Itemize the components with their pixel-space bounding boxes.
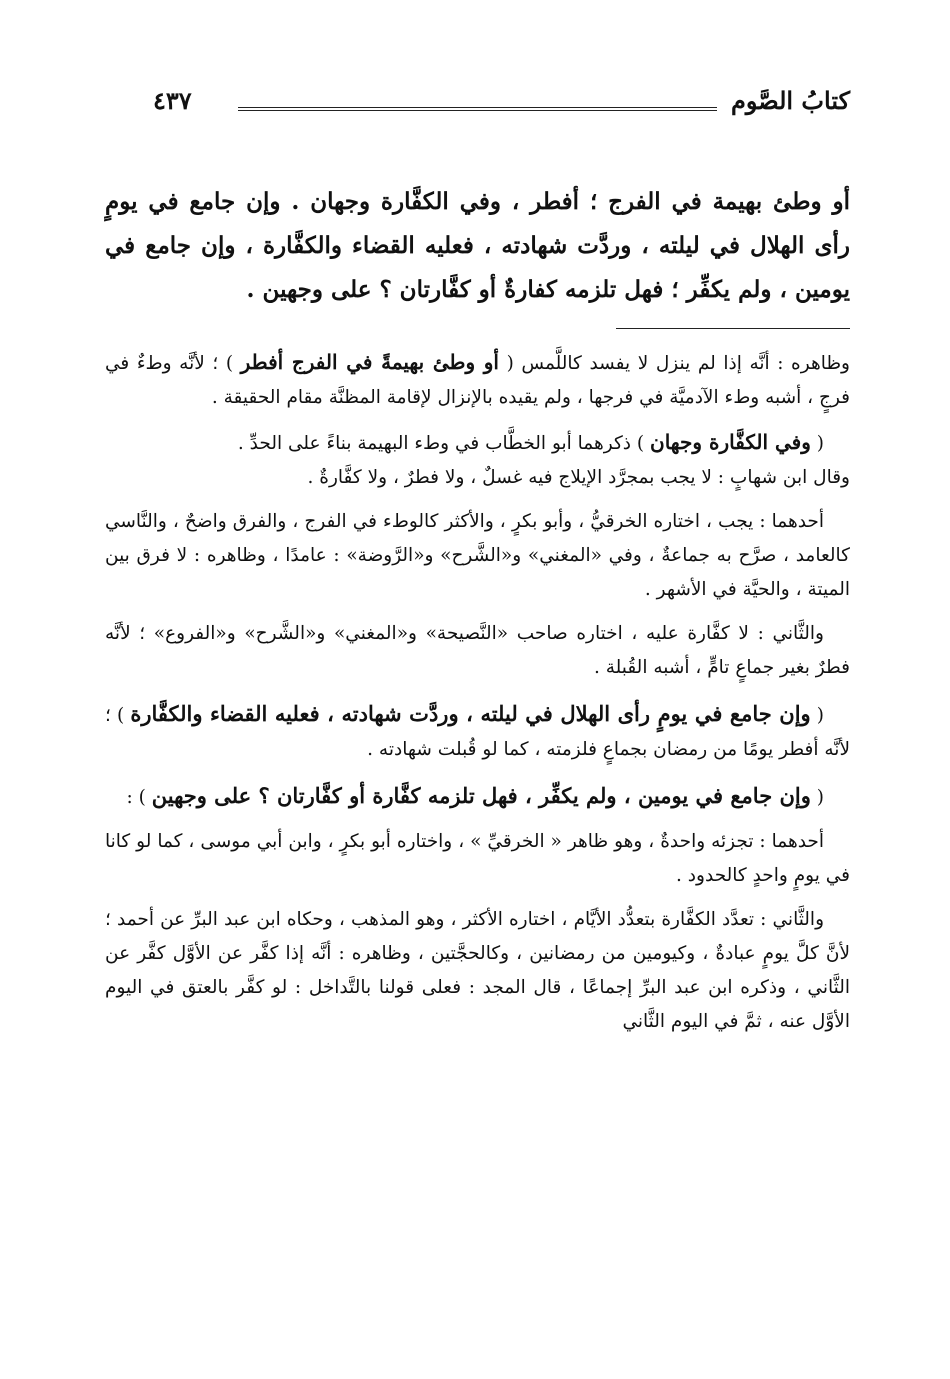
commentary-paragraph-7 (105, 777, 850, 815)
quoted-matn: وإن جامع في يومين ، ولم يكفِّر ، فهل تلزمه كفَّارة أو كفَّارتان ؟ على وجهين (151, 783, 811, 808)
quote-bracket-open: ( (810, 705, 825, 726)
commentary-paragraph-1 (105, 345, 850, 415)
commentary-text: لأنَّه وطءٌ في فرجٍ ، أشبه وطء الآدميَّة في فرجها ، ولم يقيده بالإنزال لإقامة المظنَّة مقام الحقيقة . (105, 353, 850, 408)
quote-bracket-close: ) : (126, 787, 152, 808)
book-page (105, 80, 850, 1360)
main-text (105, 180, 850, 312)
quote-bracket-open: ( (810, 787, 824, 808)
quote-bracket-open: ( (810, 433, 824, 454)
main-text-paragraph: أو وطئ بهيمة في الفرج ؛ أفطر ، وفي الكفَّارة وجهان . وإن جامع في يومٍ رأى الهلال في ليلته ، وردَّت شهادته ، فعليه القضاء والكفَّارة ، وإن جامع في يومين ، ولم يكفِّر ؛ فهل تلزمه كفارةٌ أو كفَّارتان ؟ على وجهين . (105, 188, 850, 303)
commentary-paragraph-2 (105, 425, 850, 461)
commentary-paragraph-8: أحدهما : تجزئه واحدةٌ ، وهو ظاهر « الخرقيِّ » ، واختاره أبو بكرٍ ، وابن أبي موسى ، كما لو كانا في يومٍ واحدٍ كالحدود . (105, 831, 850, 886)
commentary-paragraph-9: والثَّاني : تعدَّد الكفَّارة بتعدُّد الأيَّام ، اختاره الأكثر ، وهو المذهب ، وحكاه ابن عبد البرِّ عن أحمد ؛ لأنَّ كلَّ يومٍ عبادةٌ ، وكيومين من رمضانين ، وكالحجَّتين ، وظاهره : أنَّه إذا كفَّر عن الأوَّل كفَّر عن الثَّاني ، وذكره ابن عبد البرِّ إجماعًا ، قال المجد : فعلى قولنا بالتَّداخل : لو كفَّر بالعتق في اليوم الأوَّل عنه ، ثمَّ في اليوم الثَّاني (105, 909, 850, 1032)
quoted-matn: أو وطئ بهيمةً في الفرج أفطر (240, 350, 499, 374)
quote-bracket-close: ) (631, 433, 650, 454)
commentary-text: وظاهره : أنَّه إذا لم ينزل لا يفسد كاللَّمس (521, 353, 850, 374)
page-header (105, 80, 850, 126)
page-number: ٤٣٧ (153, 86, 192, 115)
commentary (105, 345, 850, 1039)
quoted-matn: وفي الكفَّارة وجهان (650, 430, 811, 454)
quoted-matn: وإن جامع في يومٍ رأى الهلال في ليلته ، وردَّت شهادته ، فعليه القضاء والكفَّارة (130, 701, 811, 726)
commentary-text: لأنَّه أفطر يومًا من رمضان بجماعٍ فلزمته ، كما لو قُبلت شهادته . (367, 739, 850, 760)
text-separator-rule (616, 328, 850, 329)
commentary-paragraph-4: أحدهما : يجب ، اختاره الخرقيُّ ، وأبو بكرٍ ، والأكثر كالوطء في الفرج ، والفرق واضحٌ ، والنَّاسي كالعامد ، صرَّح به جماعةٌ ، وفي «المغني» و«الشَّرح» و«الرَّوضة» : عامدًا ، وظاهره : لا فرق بين الميتة ، والحيَّة في الأشهر . (105, 511, 850, 600)
quote-bracket-close: ) ؛ (105, 705, 131, 726)
commentary-text: ذكرهما أبو الخطَّاب في وطء البهيمة بناءً على الحدِّ . (237, 433, 632, 454)
commentary-paragraph-6 (105, 695, 850, 767)
commentary-paragraph-3: وقال ابن شهابٍ : لا يجب بمجرَّد الإيلاج فيه غسلٌ ، ولا فطرٌ ، ولا كفَّارةٌ . (307, 467, 850, 488)
header-rule (238, 107, 717, 111)
quote-bracket-close: ) ؛ (204, 353, 241, 374)
quote-bracket-open: ( (499, 353, 522, 374)
commentary-paragraph-5: والثَّاني : لا كفَّارة عليه ، اختاره صاحب «النَّصيحة» و«المغني» و«الشَّرح» و«الفروع» ؛ لأنَّه فطرٌ بغير جماعٍ تامٍّ ، أشبه القُبلة . (105, 623, 850, 678)
running-title: كتابُ الصَّوم (731, 86, 850, 115)
